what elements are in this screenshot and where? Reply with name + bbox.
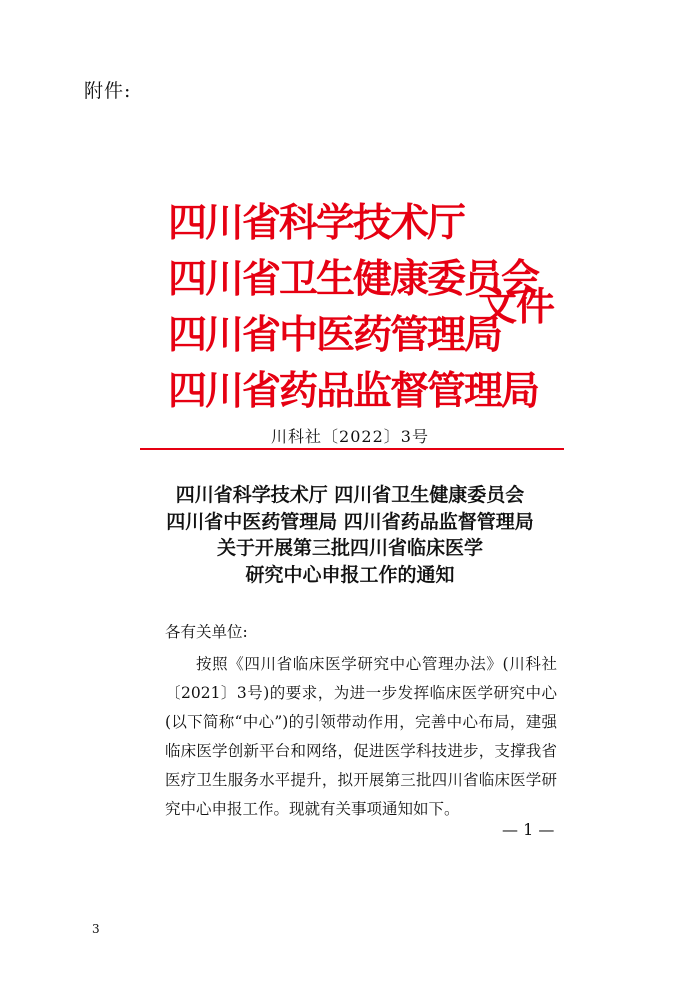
document-number: 川科社〔2022〕3号	[271, 427, 429, 446]
title-line: 四川省科学技术厅 四川省卫生健康委员会	[175, 484, 525, 506]
org-name: 四川省药品监督管理局	[168, 369, 539, 414]
body-paragraph: 按照《四川省临床医学研究中心管理办法》(川科社〔2021〕3号)的要求，为进一步发挥临床医学研究中心(以下简称“中心”)的引领带动作用，完善中心布局，建强临床医学创新平台和网络，促进医学科技进步，支撑我省医疗卫生服务水平提升，拟开展第三批四川省临床医学研究中心申报工作。现就有关事项通知如下。	[165, 655, 557, 818]
title-line: 研究中心申报工作的通知	[245, 563, 455, 586]
page-number: — 1 —	[502, 820, 555, 839]
document-suffix: 文件	[478, 285, 555, 330]
org-name: 四川省科学技术厅	[168, 201, 465, 246]
title-line: 四川省中医药管理局 四川省药品监督管理局	[166, 510, 534, 533]
attachment-label: 附件:	[84, 80, 132, 102]
org-name: 四川省卫生健康委员会	[168, 257, 539, 302]
notice-title	[0, 482, 700, 588]
org-name: 四川省中医药管理局	[168, 313, 502, 358]
corner-page-number: 3	[92, 922, 100, 936]
title-line: 关于开展第三批四川省临床医学	[216, 537, 483, 559]
salutation: 各有关单位:	[165, 623, 248, 641]
red-divider	[140, 448, 564, 450]
